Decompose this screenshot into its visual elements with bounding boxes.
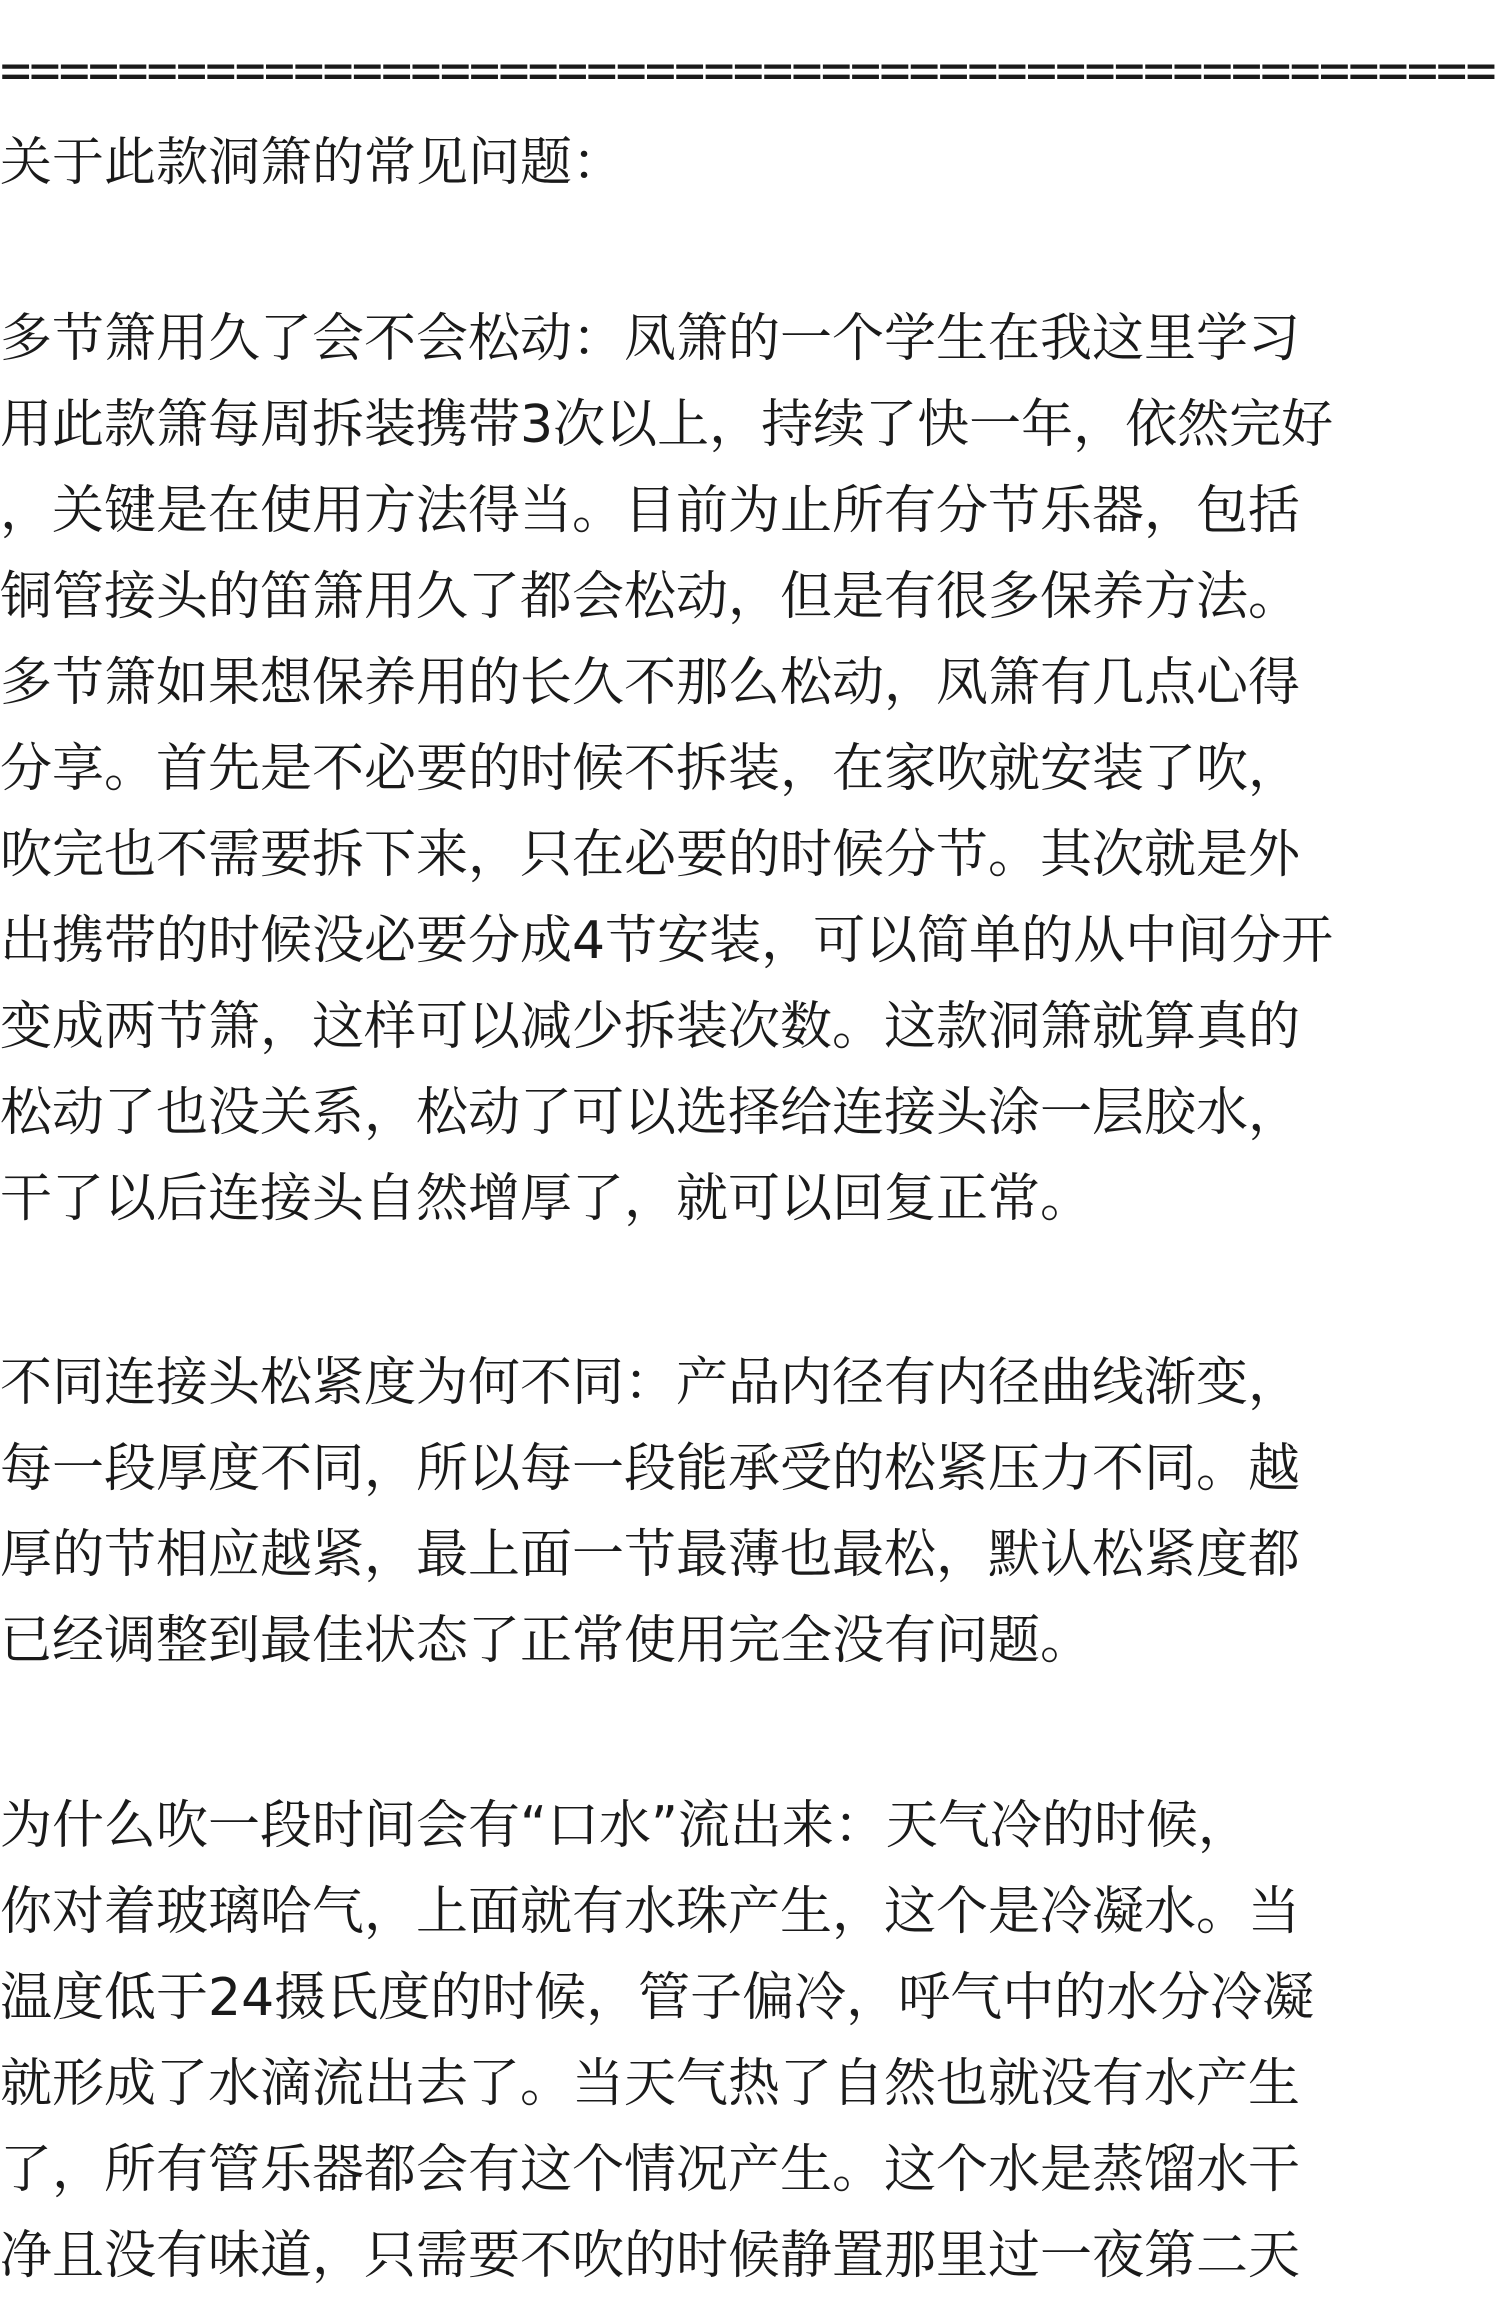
text-line: 温度低于24摄氏度的时候，管子偏冷，呼气中的水分冷凝 [0,1968,1315,2028]
text-line: 厚的节相应越紧，最上面一节最薄也最松，默认松紧度都 [0,1525,1301,1585]
text-line: 不同连接头松紧度为何不同：产品内径有内径曲线渐变， [0,1353,1301,1413]
text-line: 分享。首先是不必要的时候不拆装，在家吹就安装了吹， [0,739,1301,799]
faq-paragraph-loosening [0,296,1500,1242]
text-line: 变成两节箫，这样可以减少拆装次数。这款洞箫就算真的 [0,997,1301,1057]
faq-paragraph-tightness [0,1340,1500,1684]
text-line: 铜管接头的笛箫用久了都会松动，但是有很多保养方法。 [0,567,1301,627]
text-line: ，关键是在使用方法得当。目前为止所有分节乐器，包括 [0,481,1301,541]
text-line: 你对着玻璃哈气，上面就有水珠产生，这个是冷凝水。当 [0,1882,1301,1942]
separator-line: =================================================== [0,41,1495,101]
text-line: 吹完也不需要拆下来，只在必要的时候分节。其次就是外 [0,825,1301,885]
text-line: 出携带的时候没必要分成4节安装，可以简单的从中间分开 [0,911,1334,971]
text-line: 每一段厚度不同，所以每一段能承受的松紧压力不同。越 [0,1439,1301,1499]
faq-heading: 关于此款洞箫的常见问题： [0,133,625,193]
faq-paragraph-condensation [0,1783,1500,2299]
text-line: 干了以后连接头自然增厚了，就可以回复正常。 [0,1169,1093,1229]
text-line: 了，所有管乐器都会有这个情况产生。这个水是蒸馏水干 [0,2140,1301,2200]
text-line: 松动了也没关系，松动了可以选择给连接头涂一层胶水， [0,1083,1301,1143]
text-line: 多节箫如果想保养用的长久不那么松动，凤箫有几点心得 [0,653,1301,713]
text-line: 为什么吹一段时间会有“口水”流出来：天气冷的时候， [0,1796,1250,1856]
text-line: 用此款箫每周拆装携带3次以上，持续了快一年，依然完好 [0,395,1334,455]
text-line: 多节箫用久了会不会松动：凤箫的一个学生在我这里学习 [0,309,1301,369]
text-line: 就形成了水滴流出去了。当天气热了自然也就没有水产生 [0,2054,1301,2114]
text-line: 已经调整到最佳状态了正常使用完全没有问题。 [0,1611,1093,1671]
text-line: 净且没有味道，只需要不吹的时候静置那里过一夜第二天 [0,2226,1301,2286]
